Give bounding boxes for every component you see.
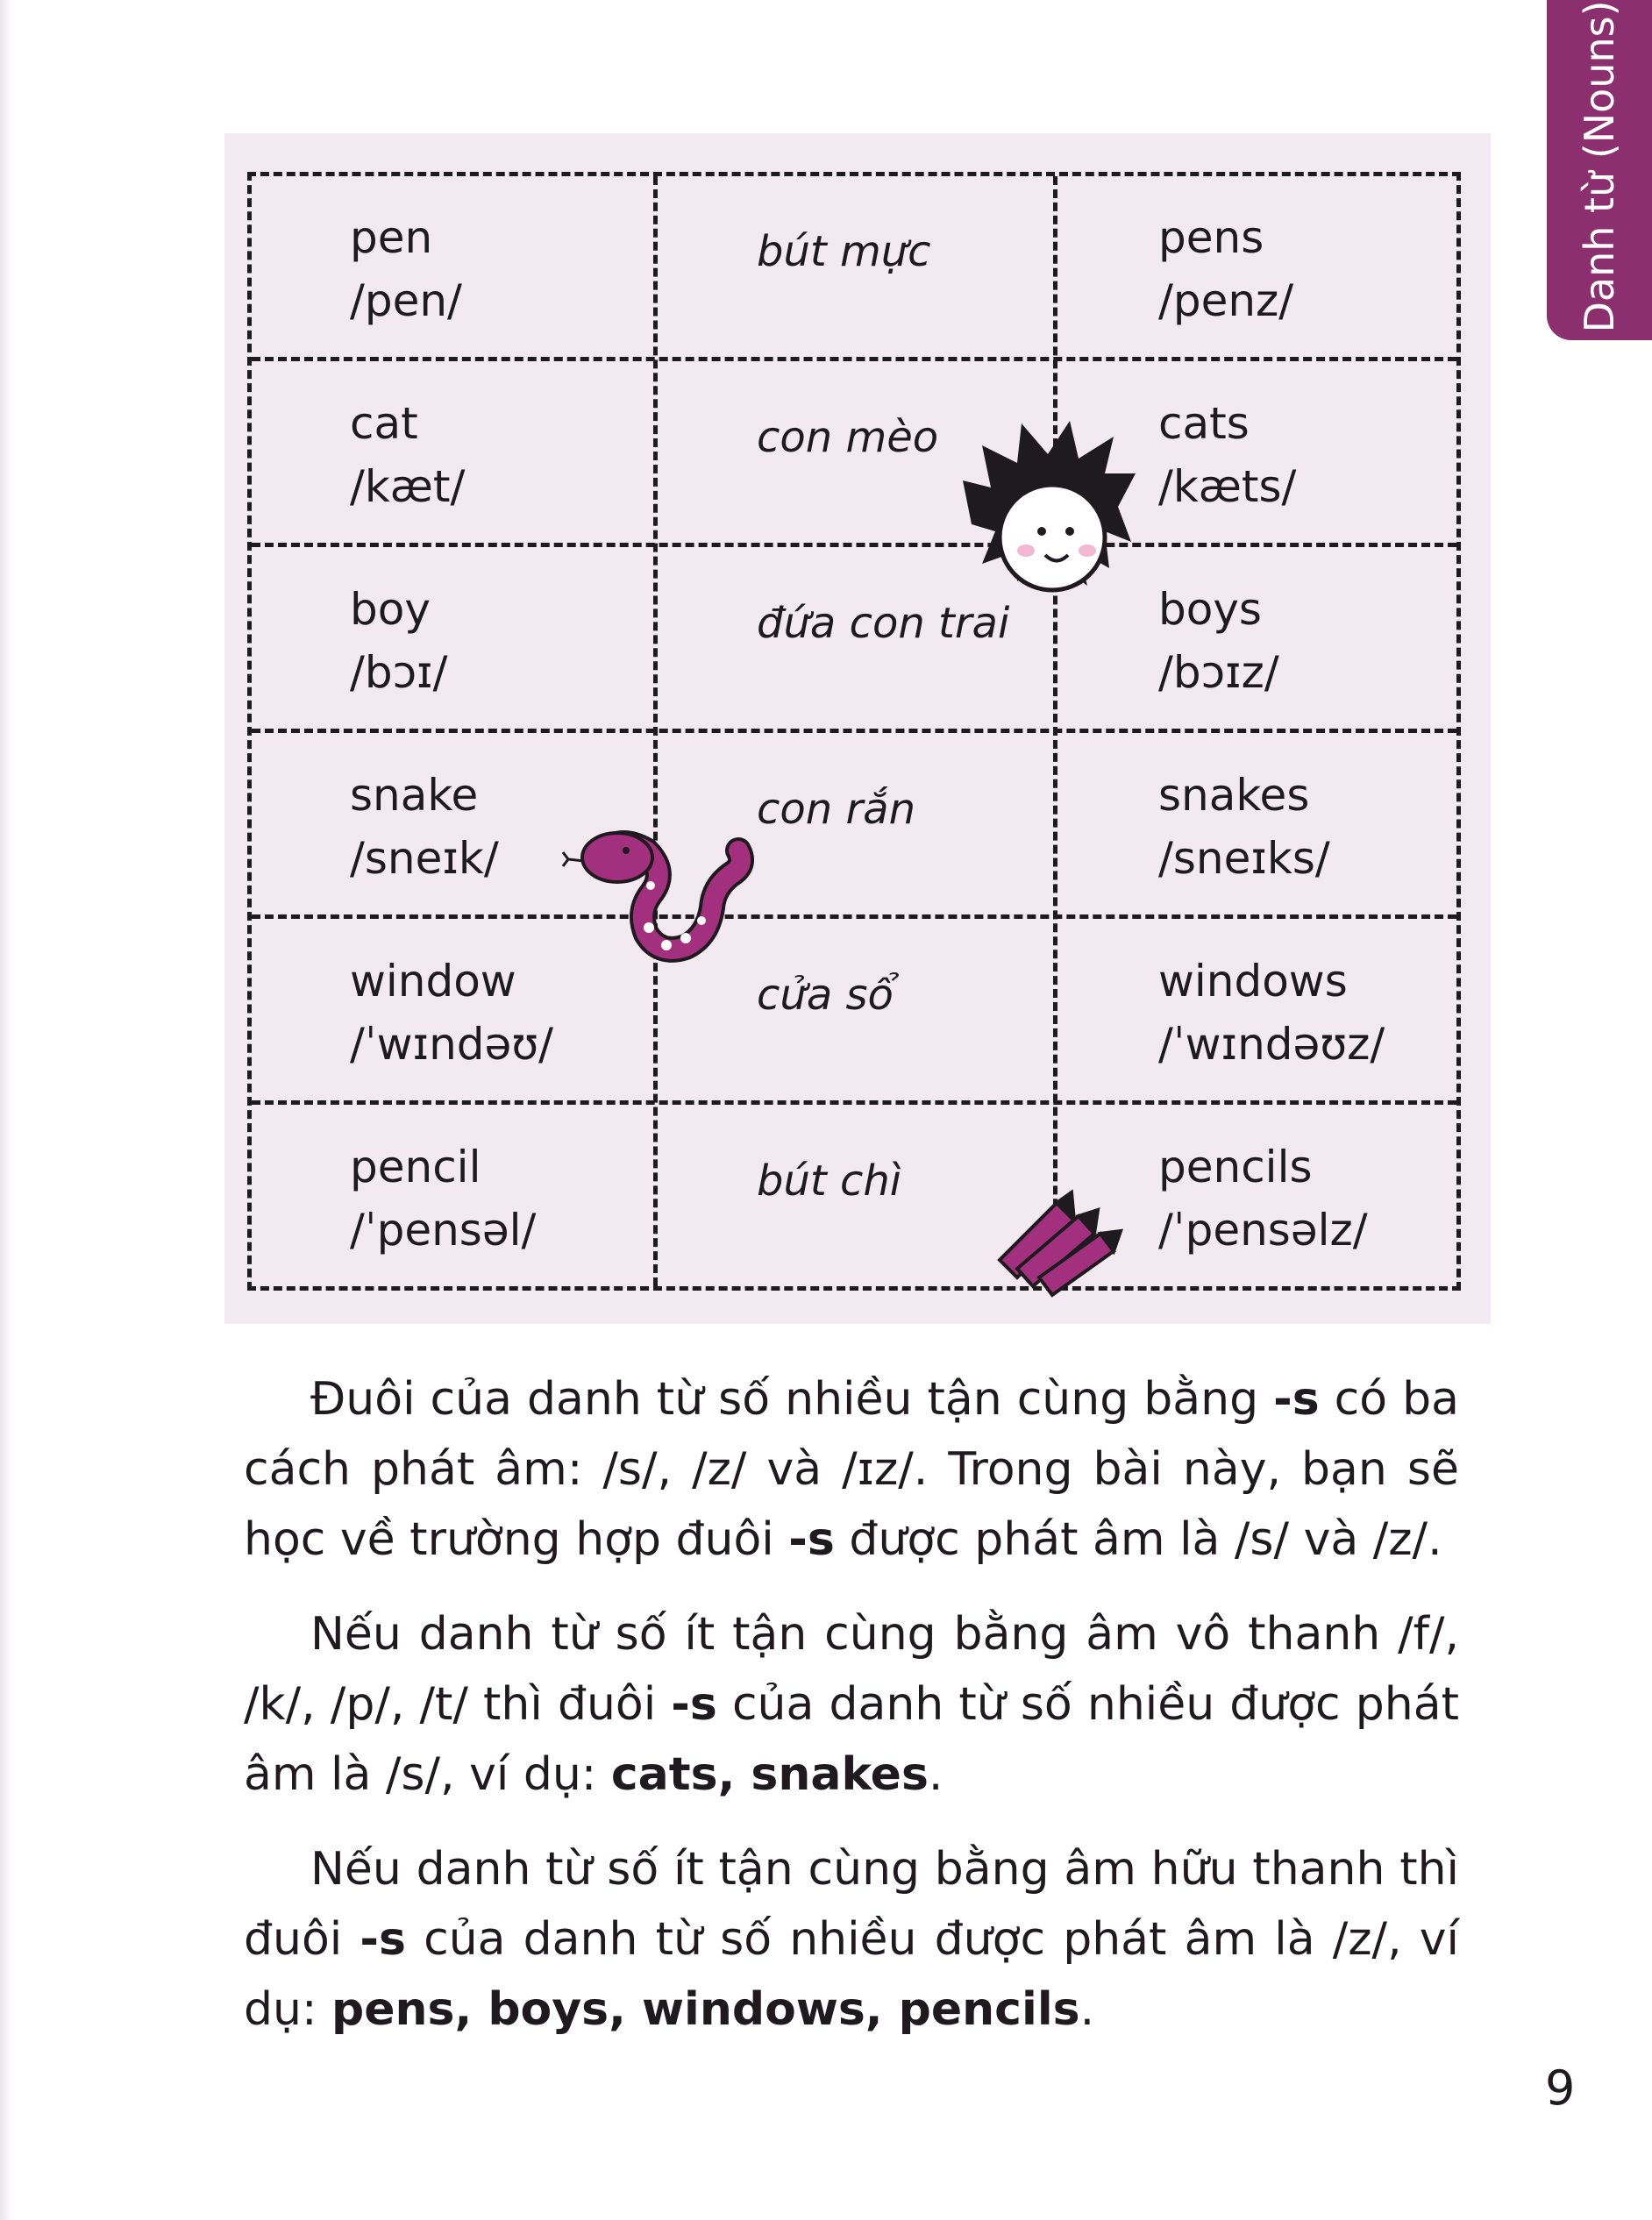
plural-ipa: /penz/ <box>1158 275 1294 326</box>
row-divider <box>252 914 1456 919</box>
plural-word: cats <box>1158 398 1250 449</box>
plural-word: windows <box>1158 956 1348 1007</box>
plural-cell <box>1158 206 1293 332</box>
singular-word: pencil <box>350 1142 481 1192</box>
singular-word: window <box>350 956 516 1007</box>
singular-word: pen <box>350 212 433 263</box>
singular-word: boy <box>350 584 431 635</box>
page-edge <box>0 0 12 2220</box>
meaning-cell: bút mực <box>757 227 931 276</box>
paragraph-3 <box>244 1834 1459 2045</box>
row-divider <box>252 357 1456 361</box>
singular-cell <box>350 764 499 890</box>
row-divider <box>252 729 1456 733</box>
singular-cell <box>350 950 553 1076</box>
plural-ipa: /ˈwɪndəʊz/ <box>1158 1019 1385 1070</box>
bold-run: pens, boys, windows, pencils <box>331 1983 1080 2036</box>
plural-word: pens <box>1158 212 1264 263</box>
row-divider <box>252 543 1456 547</box>
meaning-cell: cửa sổ <box>757 971 894 1020</box>
text-run: . <box>928 1748 943 1801</box>
text-run: Đuôi của danh từ số nhiều tận cùng bằng <box>310 1373 1274 1426</box>
singular-ipa: /sneɪk/ <box>350 833 499 884</box>
bold-run: -s <box>1273 1373 1320 1426</box>
text-run: được phát âm là /s/ và /z/. <box>834 1513 1442 1566</box>
paragraph-2 <box>244 1599 1459 1810</box>
singular-cell <box>350 206 462 332</box>
vocab-table <box>247 172 1461 1291</box>
plural-cell <box>1158 392 1296 518</box>
singular-cell <box>350 578 447 704</box>
chapter-tab <box>1547 0 1652 340</box>
singular-word: snake <box>350 770 479 821</box>
plural-cell <box>1158 578 1279 704</box>
paragraph-1 <box>244 1364 1459 1575</box>
boy-face-icon <box>956 419 1140 603</box>
meaning-cell: đứa con trai <box>757 599 1010 648</box>
bold-run: -s <box>360 1913 406 1966</box>
singular-word: cat <box>350 398 418 449</box>
chapter-tab-label: Danh từ (Nouns) <box>1576 0 1623 333</box>
singular-cell <box>350 1135 536 1262</box>
page-number: 9 <box>1545 2060 1576 2116</box>
plural-cell <box>1158 950 1385 1076</box>
plural-ipa: /ˈpensəlz/ <box>1158 1205 1368 1256</box>
meaning-cell: con mèo <box>757 413 939 462</box>
singular-ipa: /kæt/ <box>350 461 466 512</box>
pencils-icon <box>991 1185 1140 1299</box>
plural-ipa: /kæts/ <box>1158 461 1297 512</box>
meaning-cell: con rắn <box>757 785 916 834</box>
singular-ipa: /pen/ <box>350 275 462 326</box>
text-run: . <box>1079 1983 1095 2036</box>
snake-icon <box>563 824 756 973</box>
plural-ipa: /sneɪks/ <box>1158 833 1330 884</box>
plural-word: snakes <box>1158 770 1310 821</box>
singular-ipa: /ˈpensəl/ <box>350 1205 537 1256</box>
singular-ipa: /bɔɪ/ <box>350 647 448 698</box>
plural-word: pencils <box>1158 1142 1313 1192</box>
bold-run: -s <box>671 1678 717 1731</box>
bold-run: -s <box>788 1513 835 1566</box>
bold-run: cats, snakes <box>610 1748 929 1801</box>
text-run: của danh từ số nhiều được phát âm là /s/, ví dụ: <box>244 1678 1459 1801</box>
text-run: có ba cách phát âm: /s/, /z/ và /ɪz/. Trong bài này, bạn sẽ học về trường hợp đuôi <box>244 1373 1459 1566</box>
row-divider <box>252 1100 1456 1105</box>
plural-cell <box>1158 1135 1368 1262</box>
plural-word: boys <box>1158 584 1262 635</box>
meaning-cell: bút chì <box>757 1156 902 1206</box>
singular-ipa: /ˈwɪndəʊ/ <box>350 1019 553 1070</box>
text-run: Nếu danh từ số ít tận cùng bằng âm vô thanh /f/, /k/, /p/, /t/ thì đuôi <box>244 1608 1459 1731</box>
plural-cell <box>1158 764 1330 890</box>
singular-cell <box>350 392 465 518</box>
plural-ipa: /bɔɪz/ <box>1158 647 1279 698</box>
text-run: của danh từ số nhiều được phát âm là /z/, ví dụ: <box>244 1913 1459 2036</box>
text-run: Nếu danh từ số ít tận cùng bằng âm hữu thanh thì đuôi <box>244 1843 1459 1966</box>
